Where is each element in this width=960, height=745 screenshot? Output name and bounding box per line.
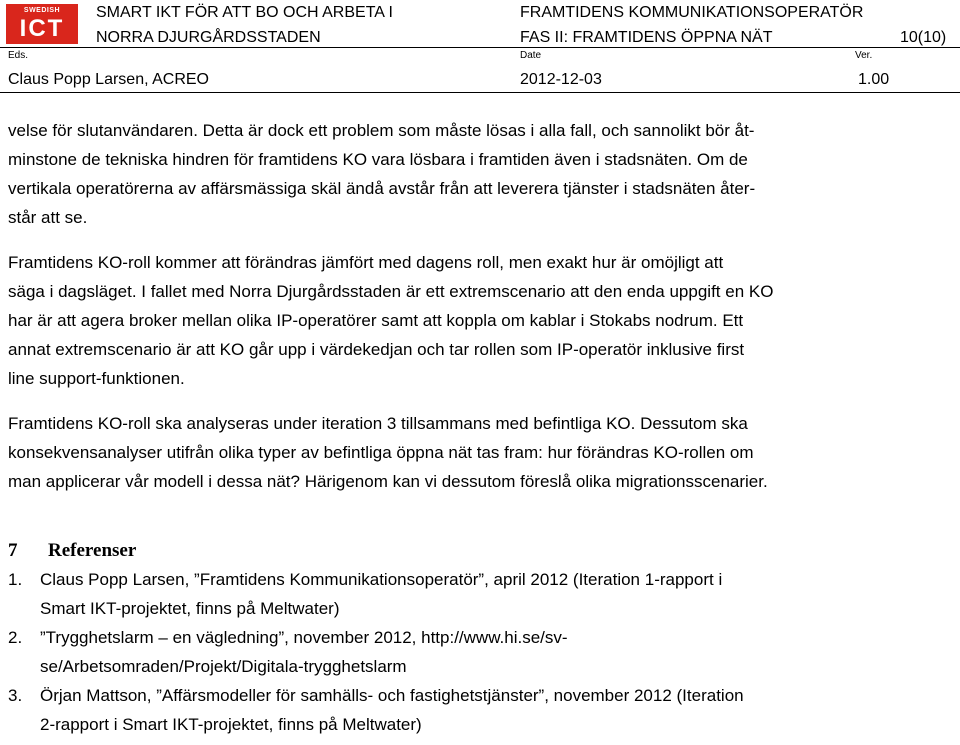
document-date: 2012-12-03 [520, 71, 602, 88]
logo-text-swedish: SWEDISH [23, 7, 61, 14]
version-label: Ver. [855, 50, 873, 61]
reference-item [8, 681, 838, 739]
reference-number: 3. [8, 686, 23, 705]
section-number: 7 [8, 540, 18, 561]
header-project-line2: NORRA DJURGÅRDSSTADEN [96, 29, 321, 46]
date-label: Date [520, 50, 542, 61]
reference-text [40, 565, 722, 623]
text-line: line support-funktionen. [8, 369, 185, 388]
text-line: se/Arbetsomraden/Projekt/Digitala-trygghetslarm [40, 657, 407, 676]
text-line: 2-rapport i Smart IKT-projektet, finns på Meltwater) [40, 715, 422, 734]
text-line: man applicerar vår modell i dessa nät? Härigenom kan vi dessutom föreslå olika migrationsscenarier. [8, 472, 768, 491]
reference-item [8, 623, 838, 681]
author: Claus Popp Larsen, ACREO [8, 71, 209, 88]
text-line: velse för slutanvändaren. Detta är dock ett problem som måste lösas i alla fall, och sannolikt bör åt- [8, 121, 755, 140]
document-body [8, 116, 838, 739]
paragraph-2 [8, 248, 838, 393]
text-line: ”Trygghetslarm – en vägledning”, november 2012, http://www.hi.se/sv- [40, 628, 568, 647]
text-line: annat extremscenario är att KO går upp i värdekedjan och tar rollen som IP-operatör inklusive first [8, 340, 745, 359]
text-line: säga i dagsläget. I fallet med Norra Djurgårdsstaden är ett extremscenario att den enda uppgift en KO [8, 282, 774, 301]
text-line: vertikala operatörerna av affärsmässiga skäl ändå avstår från att leverera tjänster i stadsnäten åter- [8, 179, 756, 198]
document-version: 1.00 [858, 71, 890, 88]
text-line: minstone de tekniska hindren för framtidens KO vara lösbara i framtiden även i stadsnäten. Om de [8, 150, 748, 169]
text-line: Örjan Mattson, ”Affärsmodeller för samhälls- och fastighetstjänster”, november 2012 (Iteration [40, 686, 744, 705]
reference-text [40, 681, 744, 739]
paragraph-3 [8, 409, 838, 496]
text-line: Framtidens KO-roll kommer att förändras jämfört med dagens roll, men exakt hur är omöjligt att [8, 253, 724, 272]
reference-number: 2. [8, 628, 23, 647]
page-number: 10(10) [900, 29, 947, 46]
header-divider-bottom [0, 92, 960, 93]
reference-item [8, 565, 838, 623]
text-line: Claus Popp Larsen, ”Framtidens Kommunikationsoperatör”, april 2012 (Iteration 1-rapport i [40, 570, 723, 589]
swedish-ict-logo [6, 4, 78, 44]
text-line: konsekvensanalyser utifrån olika typer av befintliga öppna nät tas fram: hur förändras KO-rollen om [8, 443, 754, 462]
section-heading [8, 536, 838, 565]
text-line: Framtidens KO-roll ska analyseras under iteration 3 tillsammans med befintliga KO. Dessutom ska [8, 414, 748, 433]
text-line: Smart IKT-projektet, finns på Meltwater) [40, 599, 340, 618]
text-line: står att se. [8, 208, 88, 227]
text-line: har är att agera broker mellan olika IP-operatörer samt att koppla om kablar i Stokabs nodrum. Ett [8, 311, 744, 330]
section-title: Referenser [48, 540, 137, 561]
header-divider-top [0, 47, 960, 48]
logo-text-ict: ICT [19, 15, 65, 42]
eds-label: Eds. [8, 50, 29, 61]
paragraph-1 [8, 116, 838, 232]
header-report-subtitle: FAS II: FRAMTIDENS ÖPPNA NÄT [520, 29, 773, 46]
header-project-line1: SMART IKT FÖR ATT BO OCH ARBETA I [96, 4, 393, 21]
reference-number: 1. [8, 570, 23, 589]
reference-text [40, 623, 568, 681]
header-report-title: FRAMTIDENS KOMMUNIKATIONSOPERATÖR [520, 4, 864, 21]
